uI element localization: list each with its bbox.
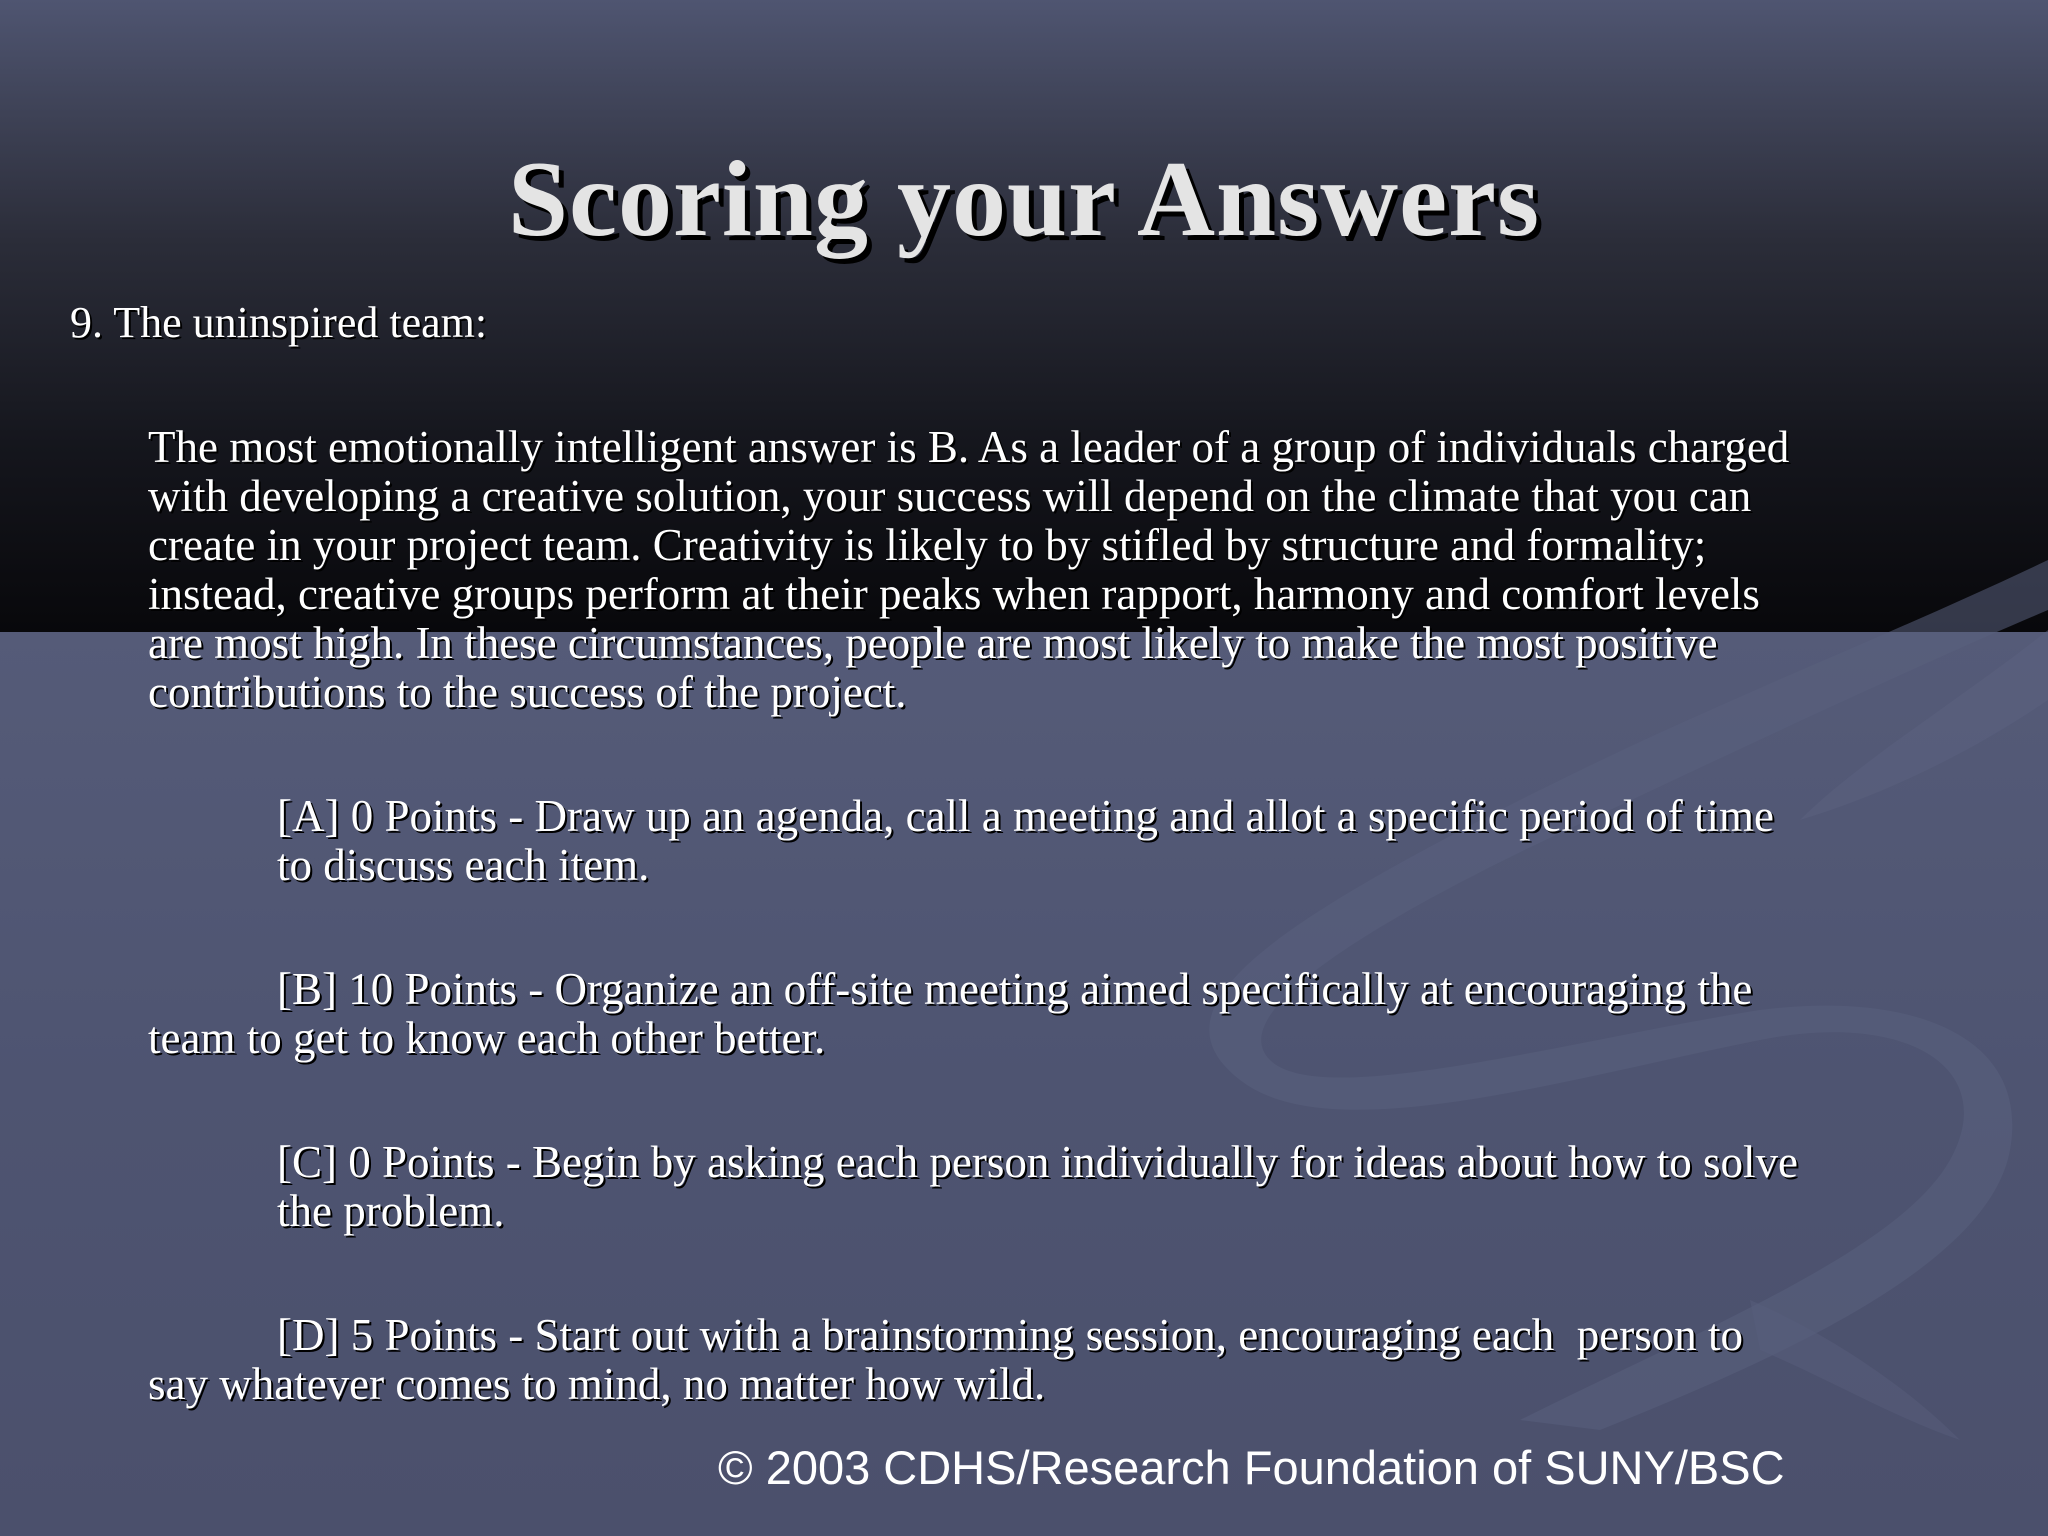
- option-b-line-2: team to get to know each other better.: [148, 1013, 826, 1063]
- option-d-line-2: say whatever comes to mind, no matter how wild.: [148, 1359, 1046, 1409]
- copyright-notice: © 2003 CDHS/Research Foundation of SUNY/BSC: [718, 1441, 1785, 1494]
- explanation-line: contributions to the success of the project.: [148, 667, 907, 717]
- option-c-line-1: [C] 0 Points - Begin by asking each person individually for ideas about how to solve: [277, 1137, 1799, 1187]
- explanation-line: with developing a creative solution, your success will depend on the climate that you can: [148, 471, 1752, 521]
- option-a-line-2: to discuss each item.: [277, 840, 650, 890]
- question-heading: 9. The uninspired team:: [70, 298, 488, 347]
- explanation-line: The most emotionally intelligent answer is B. As a leader of a group of individuals charged: [148, 422, 1790, 472]
- option-d-line-1: [D] 5 Points - Start out with a brainstorming session, encouraging each person to: [277, 1310, 1743, 1360]
- explanation-line: instead, creative groups perform at their peaks when rapport, harmony and comfort levels: [148, 569, 1760, 619]
- option-c-line-2: the problem.: [277, 1186, 505, 1236]
- explanation-line: create in your project team. Creativity is likely to by stifled by structure and formality;: [148, 520, 1707, 570]
- explanation-line: are most high. In these circumstances, people are most likely to make the most positive: [148, 618, 1718, 668]
- slide-title: Scoring your Answers: [507, 140, 1541, 259]
- option-b-line-1: [B] 10 Points - Organize an off-site meeting aimed specifically at encouraging the: [277, 964, 1753, 1014]
- option-a-line-1: [A] 0 Points - Draw up an agenda, call a meeting and allot a specific period of time: [277, 791, 1774, 841]
